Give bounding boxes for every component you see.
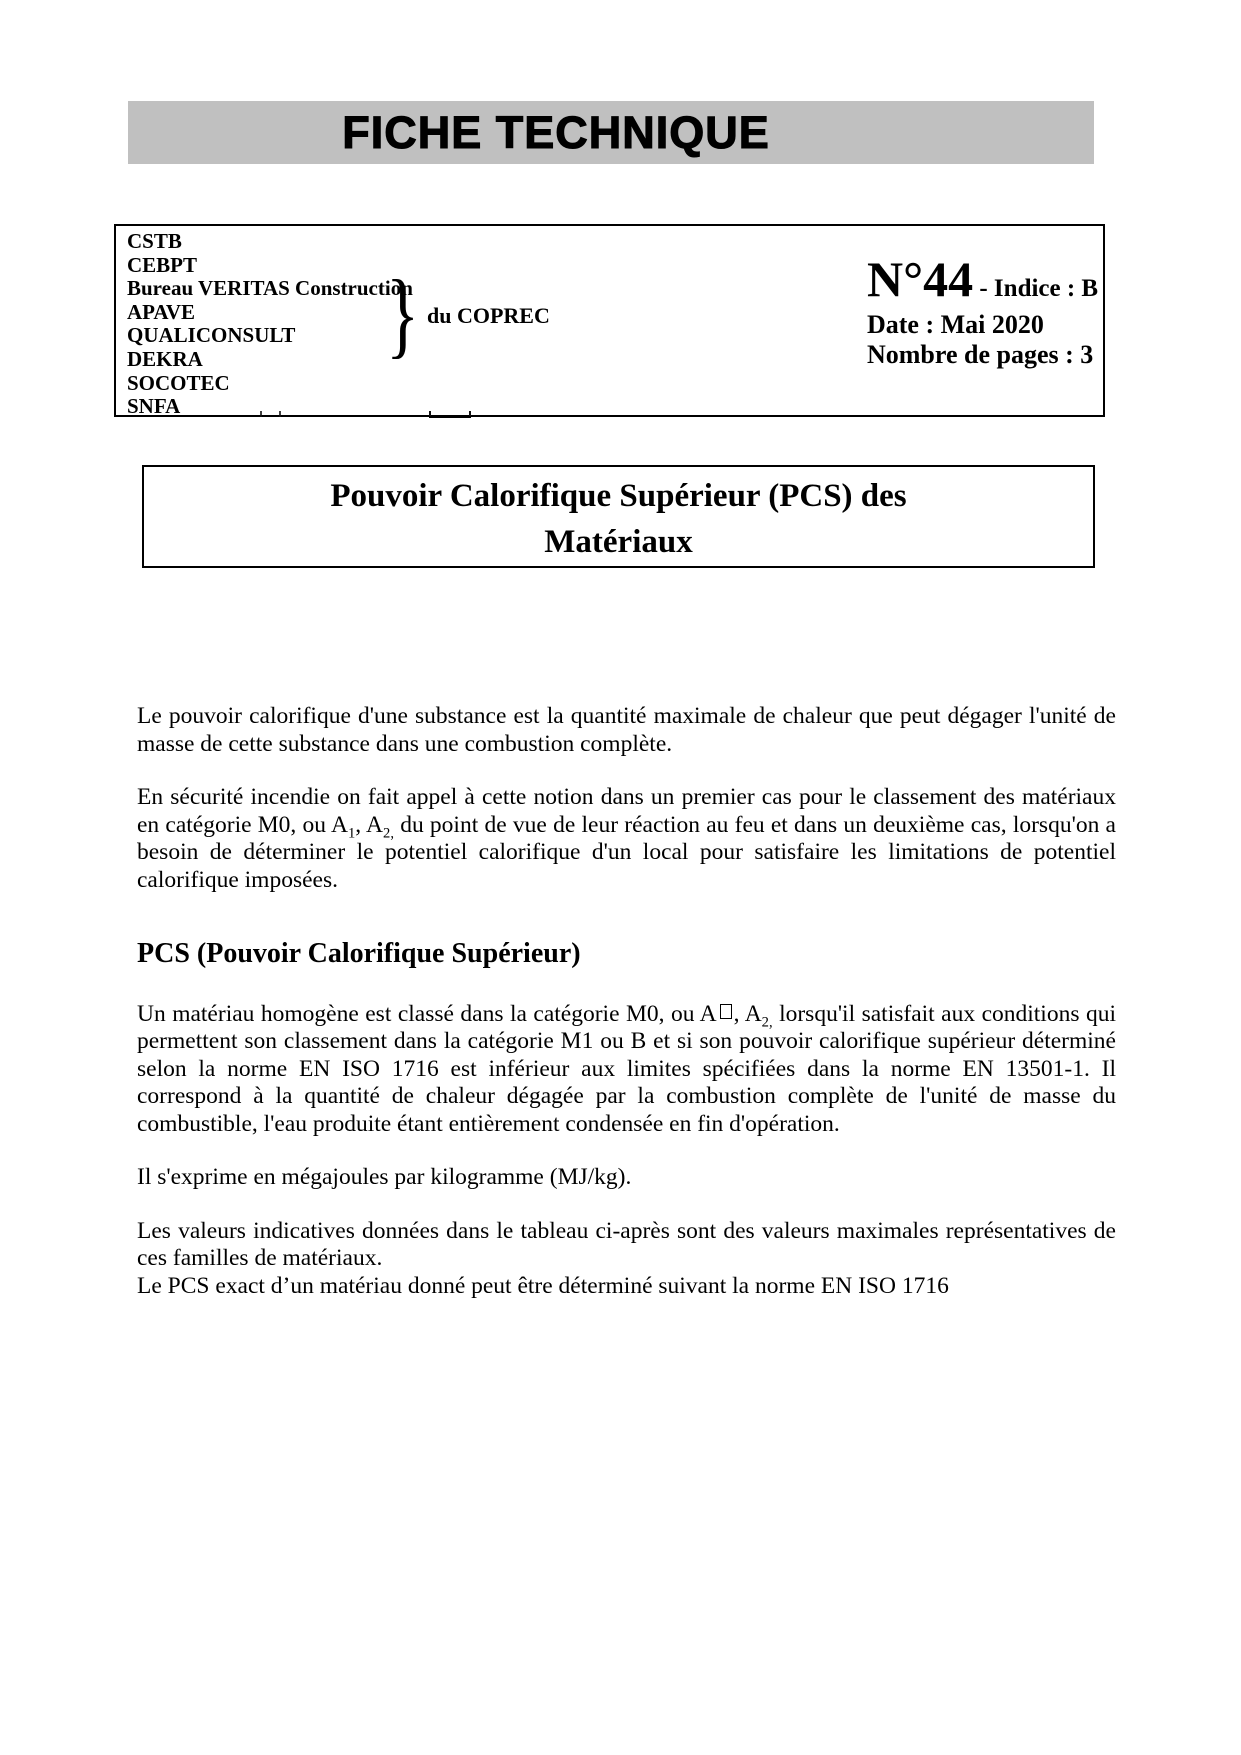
doc-number-line [867,250,1098,308]
header-box [114,224,1105,417]
organization-name: CSTB [127,229,182,253]
doc-date: Date : Mai 2020 [867,310,1044,339]
body-text [137,703,1116,1300]
table-joint-segment [429,416,471,418]
document-title-box [142,465,1095,568]
organization-name: SOCOTEC [127,370,230,395]
paragraph-intro-2: En sécurité incendie on fait appel à cette notion dans un premier cas pour le classement des matériaux en catégorie M0, ou $A_1$, $A_{2,}$ du point de vue de leur réaction au feu et dans un deuxième cas, lorsqu'on a besoin de déterminer le potentiel calorifique d'un local pour satisfaire les limitations de potentiel calorifique imposées. [137,784,1116,893]
organization-name: CEBPT [127,252,198,277]
subscript-text: 2, [383,825,394,842]
brace-glyph: } [386,260,420,367]
paragraph-pcs-4: Le PCS exact d’un matériau donné peut être déterminé suivant la norme EN ISO 1716 [137,1272,949,1299]
organization-name: Bureau VERITAS Construction [127,276,413,301]
paragraph-intro-1: Le pouvoir calorifique d'une substance est la quantité maximale de chaleur que peut dégager l'unité de masse de cette substance dans une combustion complète. [137,703,1116,757]
organizations-list [127,230,413,419]
coprec-label: du COPREC [427,303,550,328]
banner [128,101,1094,164]
section-heading-pcs: PCS (Pouvoir Calorifique Supérieur) [137,938,581,969]
table-joint-tick [260,411,262,417]
paragraph-pcs-1: Un matériau homogène est classé dans la catégorie M0, ou A , $A_{2,}$ lorsqu'il satisfait aux conditions qui permettent son classement dans la catégorie M1 ou B et si son pouvoir calorifique supérieur déterminé selon la norme EN ISO 1716 est inférieur aux limites spécifiées dans la norme EN 13501-1. Il correspond à la quantité de chaleur dégagée par la combustion complète de l'unité de masse du combustible, l'eau produite étant entièrement condensée en fin d'opération. [137,1000,1116,1137]
table-joint-tick [279,411,281,417]
missing-glyph-box [720,1004,732,1019]
banner-title: FICHE TECHNIQUE [342,106,770,158]
document-title-line2: Matériaux [544,524,693,560]
doc-indice: - Indice : B [973,275,1099,302]
document-title-line1: Pouvoir Calorifique Supérieur (PCS) des [330,478,907,514]
paragraph-pcs-3: Les valeurs indicatives données dans le tableau ci-après sont des valeurs maximales représentatives de ces familles de matériaux. [137,1217,1116,1271]
doc-number: N°44 [867,251,974,307]
organization-name: QUALICONSULT [127,323,296,348]
paragraph-pcs-2: Il s'exprime en mégajoules par kilogramme (MJ/kg). [137,1164,632,1190]
subscript-text: 1 [347,825,356,842]
organization-name: SNFA [127,394,181,419]
organization-name: DEKRA [127,346,203,371]
subscript-text: 2, [761,1014,773,1031]
organization-name: APAVE [127,299,196,324]
doc-pages-count: Nombre de pages : 3 [867,340,1094,369]
